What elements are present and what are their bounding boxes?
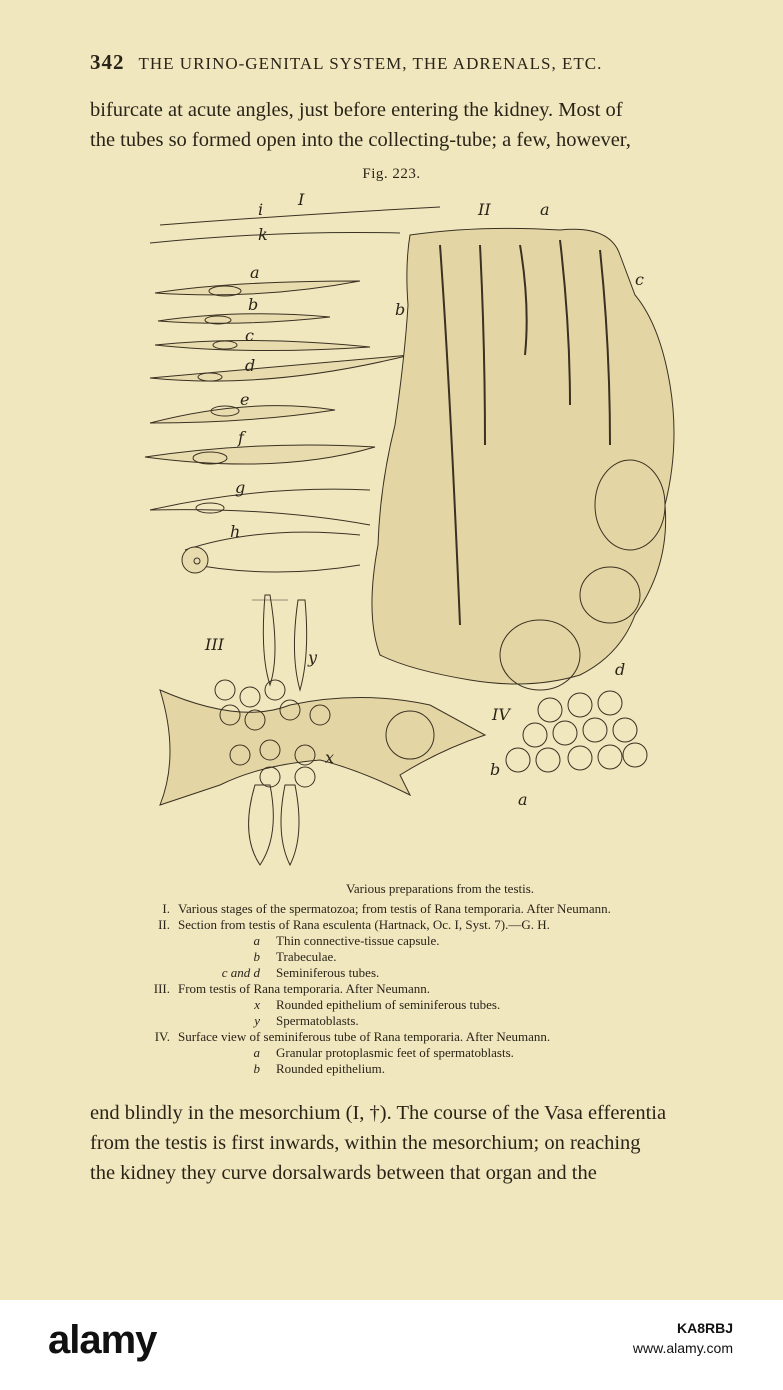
caption-item-text: Various stages of the spermatozoa; from testis of Rana temporaria. After Neumann. [178, 901, 611, 916]
letter-k: k [258, 225, 268, 244]
caption-item-label: II. [158, 917, 170, 932]
letter-b: b [248, 295, 259, 314]
text-line: the kidney they curve dorsalwards between that organ and the [90, 1162, 597, 1184]
caption-item-text: Rounded epithelium of seminiferous tubes. [276, 997, 501, 1012]
watermark-image-id: KA8RBJ [676, 1320, 733, 1336]
letter-d: d [245, 356, 256, 375]
caption-item-text: Seminiferous tubes. [276, 965, 380, 980]
caption-item-text: Spermatoblasts. [276, 1013, 359, 1028]
letter-i: i [258, 200, 264, 219]
letter-e: e [240, 390, 250, 409]
caption-item [130, 965, 750, 981]
letter-IV-b: b [490, 760, 501, 779]
watermark-info [633, 1320, 733, 1356]
caption-item-label: c and d [221, 965, 260, 980]
caption-item [130, 981, 750, 997]
watermark-url: www.alamy.com [632, 1340, 733, 1356]
panel-label-III: III [205, 635, 224, 654]
text-line: end blindly in the mesorchium (I, †). The course of the Vasa efferentia [90, 1102, 667, 1124]
running-head [90, 50, 690, 75]
body-text-bottom [90, 1098, 732, 1188]
letter-II-a: a [540, 200, 550, 219]
figure-label: Fig. 223. [362, 166, 421, 182]
letter-II-c: c [635, 270, 644, 289]
page-number: 342 [90, 50, 125, 74]
caption-item-text: From testis of Rana temporaria. After Neumann. [178, 981, 430, 996]
caption-item-label: x [254, 997, 260, 1012]
caption-item-text: Granular protoplasmic feet of spermatoblasts. [276, 1045, 514, 1060]
letter-II-d: d [615, 660, 626, 679]
caption-item-text: Thin connective-tissue capsule. [276, 933, 440, 948]
caption-item [130, 933, 750, 949]
caption-item-text: Trabeculae. [276, 949, 337, 964]
caption-item [130, 949, 750, 965]
caption-item [130, 1045, 750, 1061]
text-line: from the testis is first inwards, within the mesorchium; on reaching [90, 1132, 641, 1154]
caption-item-label: b [253, 1061, 260, 1076]
caption-item [130, 997, 750, 1013]
caption-item-text: Surface view of seminiferous tube of Rana temporaria. After Neumann. [178, 1029, 551, 1044]
letter-c: c [245, 326, 254, 345]
caption-item-label: IV. [154, 1029, 170, 1044]
chapter-title: THE URINO-GENITAL SYSTEM, THE ADRENALS, ETC. [138, 54, 603, 73]
panel-label-I: I [298, 190, 305, 209]
letter-h: h [230, 522, 241, 541]
body-text-top [90, 95, 732, 155]
watermark-logo: alamy [48, 1318, 157, 1362]
letter-III-x: x [325, 748, 335, 767]
caption-item-text: Rounded epithelium. [276, 1061, 386, 1076]
caption-item-label: b [253, 949, 260, 964]
caption-item-label: III. [153, 981, 170, 996]
caption-item-label: y [254, 1013, 260, 1028]
panel-label-II: II [478, 200, 491, 219]
caption-item [130, 1013, 750, 1029]
panel-label-IV: IV [492, 705, 510, 724]
letter-IV-a: a [518, 790, 528, 809]
caption-item [130, 901, 750, 917]
caption-item-text: Section from testis of Rana esculenta (Hartnack, Oc. I, Syst. 7).—G. H. [178, 917, 550, 932]
figure-caption [130, 881, 750, 1077]
text-line: bifurcate at acute angles, just before entering the kidney. Most of [90, 99, 623, 121]
text-line: the tubes so formed open into the collecting-tube; a few, however, [90, 129, 631, 151]
letter-II-b: b [395, 300, 406, 319]
figure-illustration [140, 185, 685, 870]
letter-III-y: y [308, 648, 318, 667]
caption-item [130, 1061, 750, 1077]
caption-item [130, 1029, 750, 1045]
caption-items [130, 901, 750, 1077]
caption-title: Various preparations from the testis. [345, 881, 535, 896]
letter-a: a [250, 263, 260, 282]
caption-item-label: I. [162, 901, 170, 916]
caption-item [130, 917, 750, 933]
letter-f: f [238, 428, 244, 447]
caption-item-label: a [253, 1045, 260, 1060]
caption-item-label: a [253, 933, 260, 948]
letter-g: g [235, 478, 246, 497]
